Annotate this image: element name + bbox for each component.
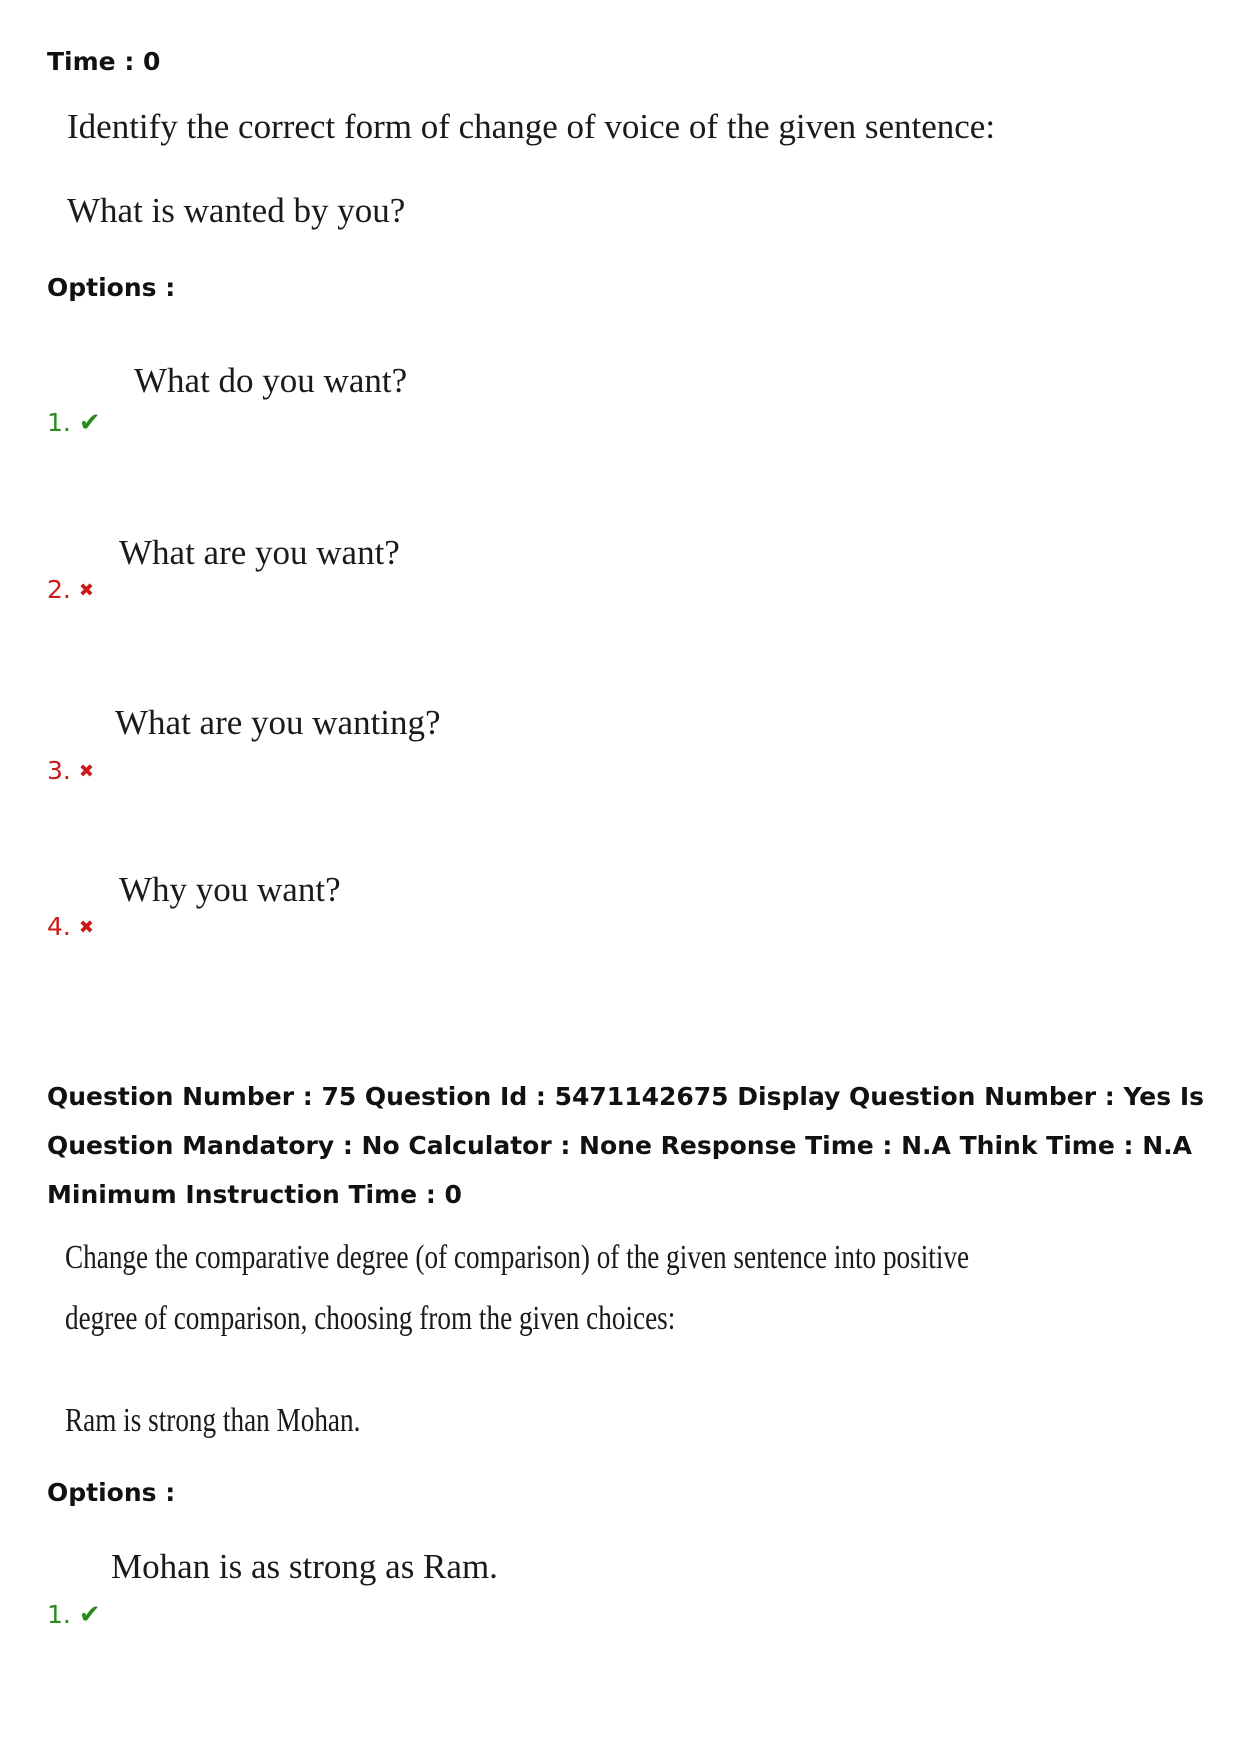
question-meta: Question Number : 75 Question Id : 5471142675 Display Question Number : Yes Is Question Mandatory : No Calculator : None Response Time : N.A Think Time : N.A Minimum Instruction Time : 0	[47, 1082, 1205, 1209]
question-text: Change the comparative degree (of comparison) of the given sentence into positive	[65, 1239, 970, 1276]
option-number-label: 4.	[47, 912, 71, 941]
option-number-label: 2.	[47, 575, 71, 604]
options-label: Options :	[47, 1478, 176, 1507]
option-number	[47, 1602, 101, 1628]
option-text: Mohan is as strong as Ram.	[111, 1547, 498, 1586]
instruction-time-label: Time : 0	[47, 47, 161, 76]
check-icon: ✔	[78, 1600, 101, 1630]
cross-icon: ✖	[78, 761, 94, 782]
option-text: What do you want?	[134, 361, 408, 400]
option-text: What are you wanting?	[115, 703, 441, 742]
question-sentence: Ram is strong than Mohan.	[65, 1402, 361, 1439]
option-number	[47, 577, 94, 602]
options-label: Options :	[47, 273, 176, 302]
option-number-label: 1.	[47, 408, 71, 437]
option-text: Why you want?	[119, 870, 341, 909]
cross-icon: ✖	[78, 580, 94, 601]
option-text: What are you want?	[119, 533, 400, 572]
question-text: Identify the correct form of change of voice of the given sentence:	[67, 107, 996, 146]
cross-icon: ✖	[78, 917, 94, 938]
option-number	[47, 758, 94, 783]
question-sentence: What is wanted by you?	[67, 191, 406, 230]
option-number-label: 1.	[47, 1600, 71, 1629]
check-icon: ✔	[78, 408, 101, 438]
question-text-continued: degree of comparison, choosing from the given choices:	[65, 1300, 676, 1337]
option-number-label: 3.	[47, 756, 71, 785]
option-number	[47, 914, 94, 939]
option-number	[47, 410, 101, 436]
